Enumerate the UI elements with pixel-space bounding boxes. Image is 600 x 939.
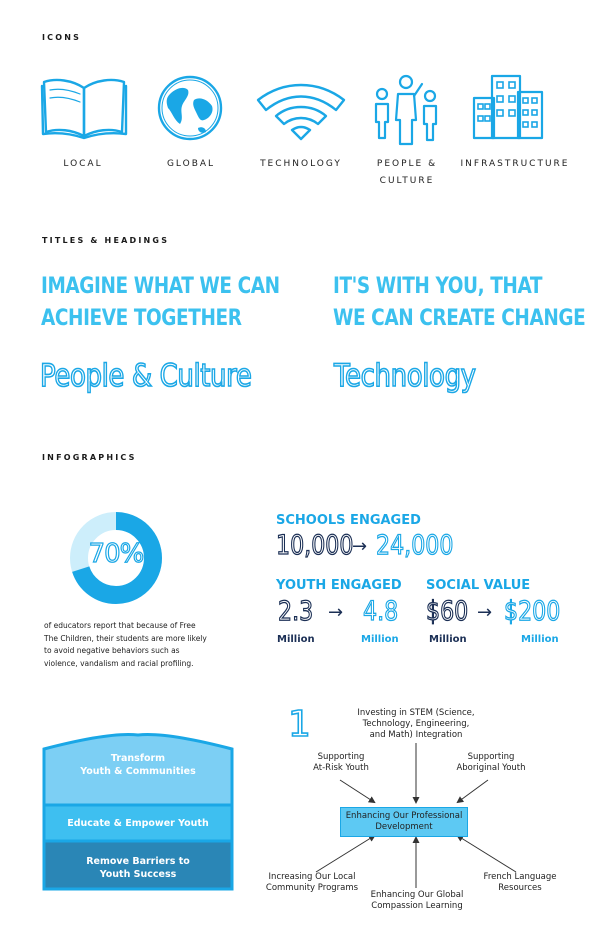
- headline-left: [41, 271, 280, 335]
- stat-social-arrow: →: [477, 602, 493, 623]
- stat-youth-from-unit: Million: [277, 634, 315, 645]
- diagram-node-lower-right: French Language Resources: [483, 872, 557, 893]
- arrow-lower-right: [458, 836, 516, 872]
- pyramid-bottom-label: Remove Barriers to Youth Success: [86, 856, 190, 880]
- stat-schools-arrow: →: [352, 536, 368, 557]
- donut-caption: of educators report that because of Free The Children, their students are more likely to avoid negative behaviors such as violence, vandalism and racial profiling.: [44, 621, 207, 668]
- diagram-node-bottom: Enhancing Our Global Compassion Learning: [370, 890, 464, 911]
- stat-youth-from: 2.3: [278, 596, 314, 627]
- wifi-icon: [254, 82, 348, 142]
- stat-social-from-unit: Million: [429, 634, 467, 645]
- globe-icon: [154, 72, 226, 144]
- book-icon: [40, 72, 130, 140]
- stat-schools-to: 24,000: [376, 530, 454, 561]
- stat-youth-to: 4.8: [363, 596, 399, 627]
- stat-schools-from: 10,000: [276, 530, 354, 561]
- donut-percent-label: 70%: [88, 539, 144, 569]
- stat-title-schools: SCHOOLS ENGAGED: [276, 513, 421, 528]
- icon-caption-technology: TECHNOLOGY: [260, 159, 342, 169]
- diagram-node-upper-left: Supporting At-Risk Youth: [313, 752, 369, 773]
- diagram-node-top: Investing in STEM (Science, Technology, Engineering, and Math) Integration: [357, 708, 475, 740]
- headline-right: [333, 271, 585, 335]
- people-icon: [370, 74, 440, 148]
- diagram-center-node: Enhancing Our Professional Development: [340, 807, 468, 837]
- pyramid-top-label: Transform Youth & Communities: [80, 753, 196, 777]
- stat-social-from: $60: [426, 596, 469, 627]
- section-label-icons: ICONS: [42, 33, 82, 42]
- arrow-lower-left: [316, 836, 374, 872]
- icon-caption-local: LOCAL: [63, 159, 103, 169]
- icon-caption-people-culture: PEOPLE & CULTURE: [376, 159, 438, 186]
- headline-right-line2: WE CAN CREATE CHANGE: [333, 306, 586, 331]
- headline-right-line1: IT'S WITH YOU, THAT: [333, 274, 543, 299]
- stat-social-to: $200: [504, 596, 561, 627]
- headline-left-line1: IMAGINE WHAT WE CAN: [41, 274, 280, 299]
- arrow-upper-left: [340, 780, 374, 802]
- outline-title-people-culture: People & Culture: [40, 358, 252, 394]
- pyramid-middle-label: Educate & Empower Youth: [67, 818, 209, 829]
- arrow-upper-right: [458, 780, 488, 802]
- headline-left-line2: ACHIEVE TOGETHER: [41, 306, 242, 331]
- stat-title-youth: YOUTH ENGAGED: [276, 578, 402, 593]
- diagram-node-lower-left: Increasing Our Local Community Programs: [265, 872, 359, 893]
- diagram-number: 1: [288, 704, 311, 745]
- section-label-infographics: INFOGRAPHICS: [42, 453, 137, 462]
- stat-youth-to-unit: Million: [361, 634, 399, 645]
- icon-caption-infrastructure: INFRASTRUCTURE: [460, 159, 570, 169]
- section-label-titles: TITLES & HEADINGS: [42, 236, 170, 245]
- stat-title-social: SOCIAL VALUE: [426, 578, 531, 593]
- diagram-node-upper-right: Supporting Aboriginal Youth: [456, 752, 526, 773]
- stat-social-to-unit: Million: [521, 634, 559, 645]
- stat-youth-arrow: →: [328, 602, 344, 623]
- buildings-icon: [470, 70, 546, 142]
- outline-title-technology: Technology: [334, 358, 476, 394]
- icon-caption-global: GLOBAL: [166, 159, 216, 169]
